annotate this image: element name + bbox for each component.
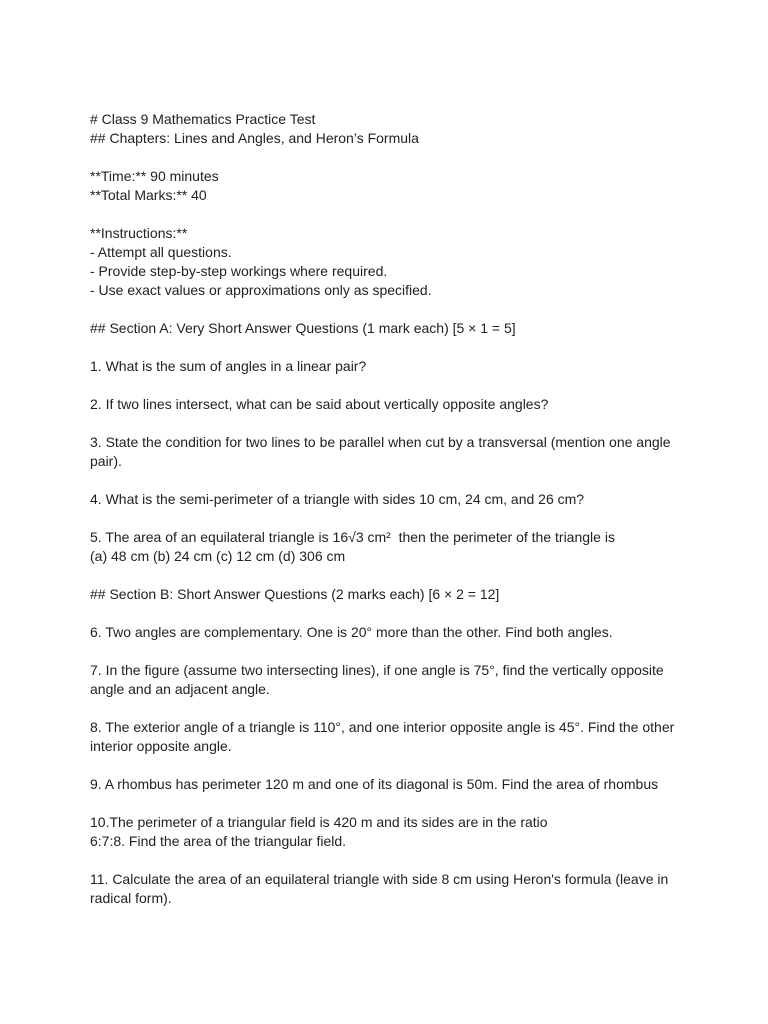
section-b-heading: ## Section B: Short Answer Questions (2 marks each) [6 × 2 = 12] bbox=[90, 586, 500, 602]
document-title: # Class 9 Mathematics Practice Test bbox=[90, 111, 316, 127]
document-body bbox=[90, 110, 680, 908]
spacer bbox=[90, 148, 680, 167]
question-5-options: (a) 48 cm (b) 24 cm (c) 12 cm (d) 306 cm bbox=[90, 548, 346, 564]
section-a-heading: ## Section A: Very Short Answer Questions (1 mark each) [5 × 1 = 5] bbox=[90, 320, 516, 336]
question-3: 3. State the condition for two lines to be parallel when cut by a transversal (mention one angle pair). bbox=[90, 434, 671, 469]
spacer bbox=[90, 604, 680, 623]
spacer bbox=[90, 205, 680, 224]
spacer bbox=[90, 471, 680, 490]
instruction-item: - Use exact values or approximations only as specified. bbox=[90, 282, 432, 298]
instruction-item: - Attempt all questions. bbox=[90, 244, 232, 260]
chapters-heading: ## Chapters: Lines and Angles, and Heron’s Formula bbox=[90, 130, 419, 146]
question-4: 4. What is the semi-perimeter of a triangle with sides 10 cm, 24 cm, and 26 cm? bbox=[90, 491, 585, 507]
instructions-heading: **Instructions:** bbox=[90, 225, 188, 241]
question-11: 11. Calculate the area of an equilateral triangle with side 8 cm using Heron's formula (leave in radical form). bbox=[90, 871, 669, 906]
question-1: 1. What is the sum of angles in a linear pair? bbox=[90, 358, 367, 374]
spacer bbox=[90, 794, 680, 813]
spacer bbox=[90, 338, 680, 357]
spacer bbox=[90, 509, 680, 528]
time-info: **Time:** 90 minutes bbox=[90, 168, 219, 184]
spacer bbox=[90, 699, 680, 718]
spacer bbox=[90, 376, 680, 395]
question-5: 5. The area of an equilateral triangle is 16√3 cm² then the perimeter of the triangle is bbox=[90, 529, 615, 545]
question-9: 9. A rhombus has perimeter 120 m and one of its diagonal is 50m. Find the area of rhombus bbox=[90, 776, 659, 792]
spacer bbox=[90, 300, 680, 319]
spacer bbox=[90, 756, 680, 775]
total-marks-info: **Total Marks:** 40 bbox=[90, 187, 207, 203]
question-7: 7. In the figure (assume two intersecting lines), if one angle is 75°, find the vertically opposite angle and an adjacent angle. bbox=[90, 662, 664, 697]
instruction-item: - Provide step-by-step workings where required. bbox=[90, 263, 388, 279]
question-10-continued: 6:7:8. Find the area of the triangular field. bbox=[90, 833, 347, 849]
question-8: 8. The exterior angle of a triangle is 110°, and one interior opposite angle is 45°. Find the other interior opposite angle. bbox=[90, 719, 675, 754]
spacer bbox=[90, 414, 680, 433]
spacer bbox=[90, 566, 680, 585]
question-6: 6. Two angles are complementary. One is 20° more than the other. Find both angles. bbox=[90, 624, 613, 640]
question-2: 2. If two lines intersect, what can be said about vertically opposite angles? bbox=[90, 396, 549, 412]
question-10: 10.The perimeter of a triangular field is 420 m and its sides are in the ratio bbox=[90, 814, 548, 830]
spacer bbox=[90, 851, 680, 870]
spacer bbox=[90, 642, 680, 661]
